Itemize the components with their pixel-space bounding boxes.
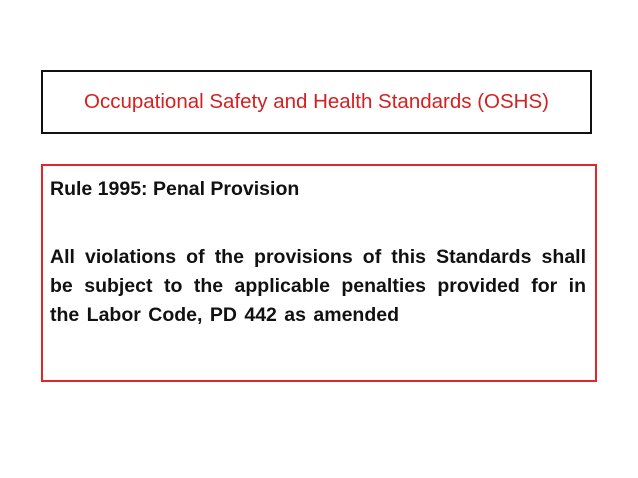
rule-heading: Rule 1995: Penal Provision — [50, 178, 300, 200]
rule-body: All violations of the provisions of this Standards shall be subject to the applicable penalties provided for in the Labor Code, PD 442 as amended — [50, 246, 586, 326]
title-box — [41, 70, 592, 134]
slide-title: Occupational Safety and Health Standards (OSHS) — [84, 90, 549, 113]
content-box — [41, 164, 597, 382]
